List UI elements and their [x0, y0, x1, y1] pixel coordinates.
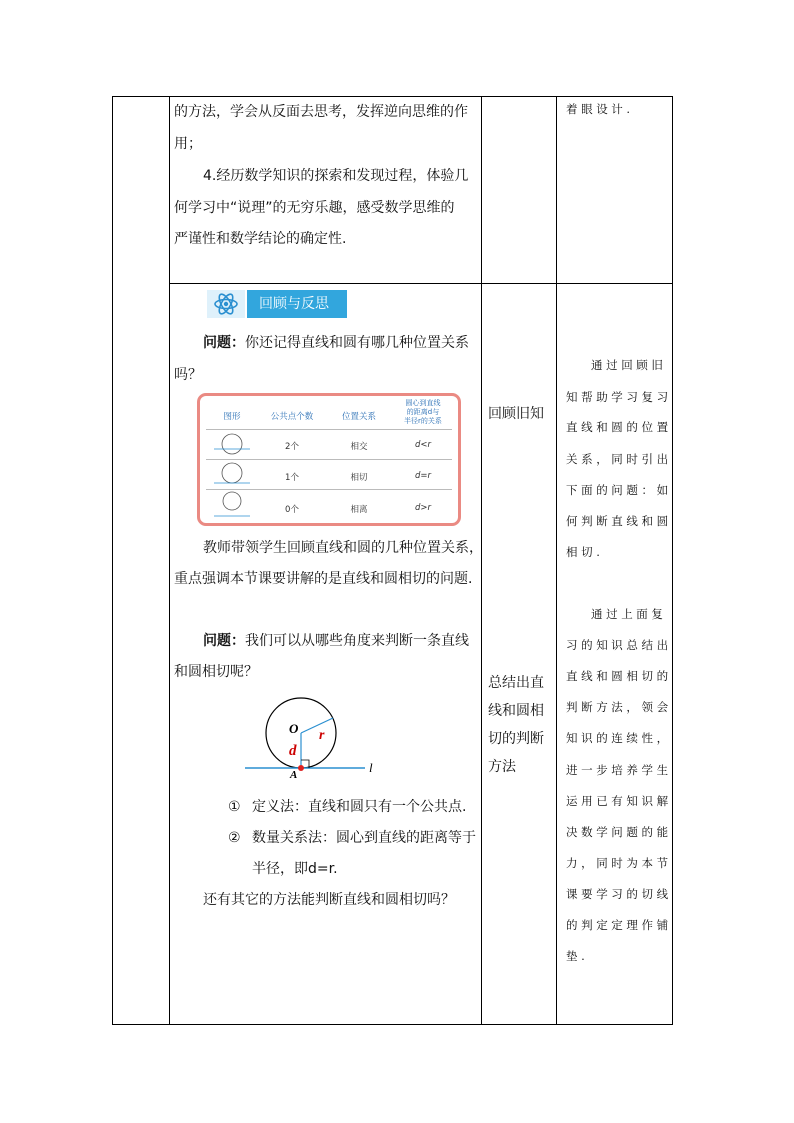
objective-line-2: 用；	[174, 136, 202, 152]
stage-summary-4: 方法	[488, 759, 516, 775]
condition-cell: d=r	[414, 471, 431, 481]
question-2-cont: 和圆相切呢？	[174, 664, 258, 680]
objective-line-5: 严谨性和数学结论的确定性.	[174, 231, 347, 247]
note-b-line: 通过上面复	[591, 607, 667, 621]
label-r: r	[319, 728, 325, 743]
note-a-line: 通过回顾旧	[591, 358, 667, 372]
method-2-cont: 半径，即d=r.	[252, 861, 338, 877]
header-common-points: 公共点个数	[270, 412, 314, 422]
method-1: 定义法：直线和圆只有一个公共点.	[252, 799, 467, 815]
table-bottom-border	[112, 1024, 673, 1025]
final-question: 还有其它的方法能判断直线和圆相切吗？	[203, 892, 455, 908]
count-cell: 1个	[285, 473, 299, 483]
header-figure: 图形	[223, 412, 241, 422]
stage-review: 回顾旧知	[488, 406, 544, 422]
method-1-number: ①	[228, 799, 241, 815]
note-b-line: 垫.	[566, 949, 589, 963]
label-l: l	[369, 760, 373, 775]
intersect-figure	[212, 430, 252, 460]
column-divider-2	[481, 96, 482, 1025]
label-d: d	[289, 743, 297, 759]
note-b-line: 进一步培养学生	[566, 763, 672, 777]
table-left-border	[112, 96, 113, 1025]
table-top-border	[112, 96, 673, 97]
column-divider-1	[169, 96, 170, 1025]
note-b-line: 的判定定理作铺	[566, 918, 672, 932]
note-b-line: 直线和圆相切的	[566, 669, 672, 683]
count-cell: 2个	[285, 442, 299, 452]
count-cell: 0个	[285, 505, 299, 515]
section-banner	[207, 290, 347, 318]
question-1-text: 你还记得直线和圆有哪几种位置关系	[245, 335, 469, 351]
note-a-line: 知帮助学习复习	[566, 390, 672, 404]
note-b-line: 判断方法，领会	[566, 700, 672, 714]
question-2	[203, 631, 469, 651]
note-a-line: 何判断直线和圆	[566, 514, 672, 528]
question-2-label: 问题：	[203, 633, 245, 649]
relation-cell: 相交	[350, 442, 368, 452]
condition-cell: d<r	[414, 440, 431, 450]
header-distance-2: 的距离d与	[406, 408, 440, 416]
note-b-line: 习的知识总结出	[566, 638, 672, 652]
label-a: A	[290, 769, 298, 780]
note-a-line: 关系，同时引出	[566, 452, 672, 466]
atom-icon	[207, 290, 245, 318]
tangent-diagram	[240, 695, 390, 780]
question-2-text: 我们可以从哪些角度来判断一条直线	[245, 633, 469, 649]
condition-cell: d>r	[414, 503, 431, 513]
relation-cell: 相切	[350, 473, 368, 483]
objective-line-3: 4.经历数学知识的探索和发现过程，体验几	[203, 168, 469, 184]
note-b-line: 课要学习的切线	[566, 887, 672, 901]
question-1-label: 问题：	[203, 335, 245, 351]
objective-line-1: 的方法，学会从反面去思考，发挥逆向思维的作	[174, 104, 468, 120]
column-divider-3	[556, 96, 557, 1025]
relation-cell: 相离	[350, 505, 368, 515]
separate-figure	[212, 490, 252, 520]
position-relation-table	[197, 393, 461, 526]
objective-line-4: 何学习中“说理”的无穷乐趣，感受数学思维的	[174, 200, 455, 216]
design-note-top: 着眼设计.	[566, 102, 634, 116]
note-b-line: 运用已有知识解	[566, 794, 672, 808]
stage-summary-2: 线和圆相	[488, 703, 544, 719]
note-a-line: 相切.	[566, 545, 604, 559]
method-2: 数量关系法：圆心到直线的距离等于	[252, 830, 476, 846]
banner-label: 回顾与反思	[247, 290, 347, 318]
teacher-line-2: 重点强调本节课要讲解的是直线和圆相切的问题.	[174, 571, 473, 587]
note-a-line: 直线和圆的位置	[566, 420, 672, 434]
header-relation: 位置关系	[341, 412, 376, 422]
note-b-line: 知识的连续性，	[566, 731, 672, 745]
header-distance-1: 圆心到直线	[405, 399, 441, 407]
table-right-border	[672, 96, 673, 1025]
row-divider	[169, 283, 673, 284]
stage-summary-1: 总结出直	[488, 675, 544, 691]
teacher-line-1: 教师带领学生回顾直线和圆的几种位置关系，	[203, 540, 483, 556]
stage-summary-3: 切的判断	[488, 731, 544, 747]
note-b-line: 决数学问题的能	[566, 825, 672, 839]
header-distance-3: 半径r的关系	[404, 417, 442, 425]
question-1	[203, 333, 469, 353]
method-2-number: ②	[228, 830, 241, 846]
note-b-line: 力，同时为本节	[566, 856, 672, 870]
tangent-figure	[212, 460, 252, 490]
question-1-cont: 吗？	[174, 367, 202, 383]
label-o: O	[289, 721, 299, 736]
note-a-line: 下面的问题：如	[566, 483, 672, 497]
